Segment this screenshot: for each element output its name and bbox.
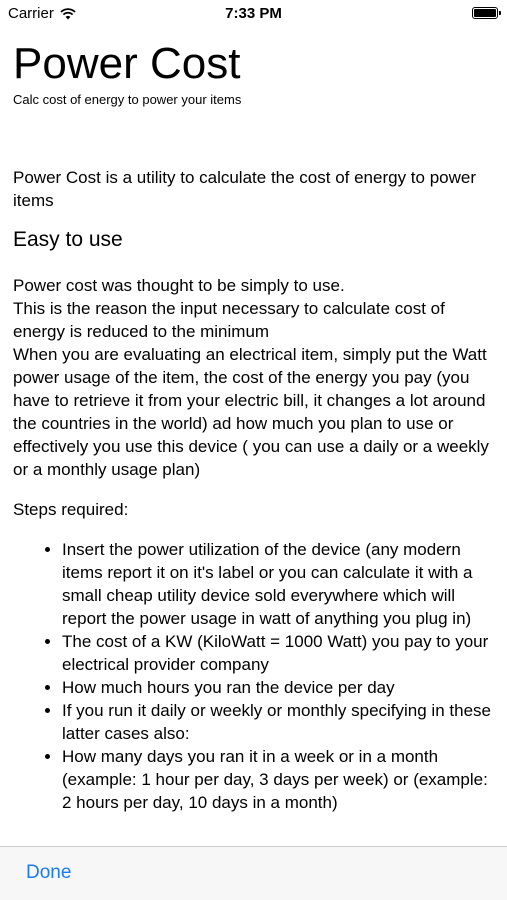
list-item: • How much hours you ran the device per day (62, 676, 493, 699)
list-item: • How many days you ran it in a week or in a month (example: 1 hour per day, 3 days per week) or (example: 2 hours per day, 10 days in a month) (62, 745, 493, 814)
list-item: • If you run it daily or weekly or monthly specifying in these latter cases also: (62, 699, 493, 745)
list-item: • Insert the power utilization of the device (any modern items report it on it's label or you can calculate it with a small cheap utility device sold everywhere which will report the power usage in watt of anything you plug in) (62, 538, 493, 630)
intro-text: Power Cost is a utility to calculate the cost of energy to power items (13, 168, 477, 210)
paragraph-line: This is the reason the input necessary to calculate cost of energy is reduced to the minimum (13, 299, 445, 341)
description-paragraph (13, 274, 493, 481)
content-scroll-area[interactable] (13, 36, 493, 846)
status-right (472, 7, 498, 19)
paragraph-line: When you are evaluating an electrical item, simply put the Watt power usage of the item, the cost of the energy you pay (you have to retrieve it from your electric bill, it changes a lot around the countries in the world) ad how much you plan to use or effectively you use this device ( you can use a daily or a weekly or a monthly usage plan) (13, 345, 489, 479)
page-title: Power Cost (13, 39, 241, 88)
done-button[interactable]: Done (26, 862, 72, 883)
page-subtitle: Calc cost of energy to power your items (13, 92, 242, 107)
bottom-toolbar (0, 846, 507, 900)
section-heading: Easy to use (13, 228, 123, 251)
carrier-label: Carrier (8, 5, 54, 22)
list-item: • The cost of a KW (KiloWatt = 1000 Watt) you pay to your electrical provider company (62, 630, 493, 676)
paragraph-line: Power cost was thought to be simply to use. (13, 276, 345, 295)
steps-label: Steps required: (13, 500, 129, 519)
battery-icon (472, 7, 498, 19)
status-bar (0, 0, 507, 28)
steps-list (13, 538, 493, 814)
status-time: 7:33 PM (225, 5, 282, 22)
